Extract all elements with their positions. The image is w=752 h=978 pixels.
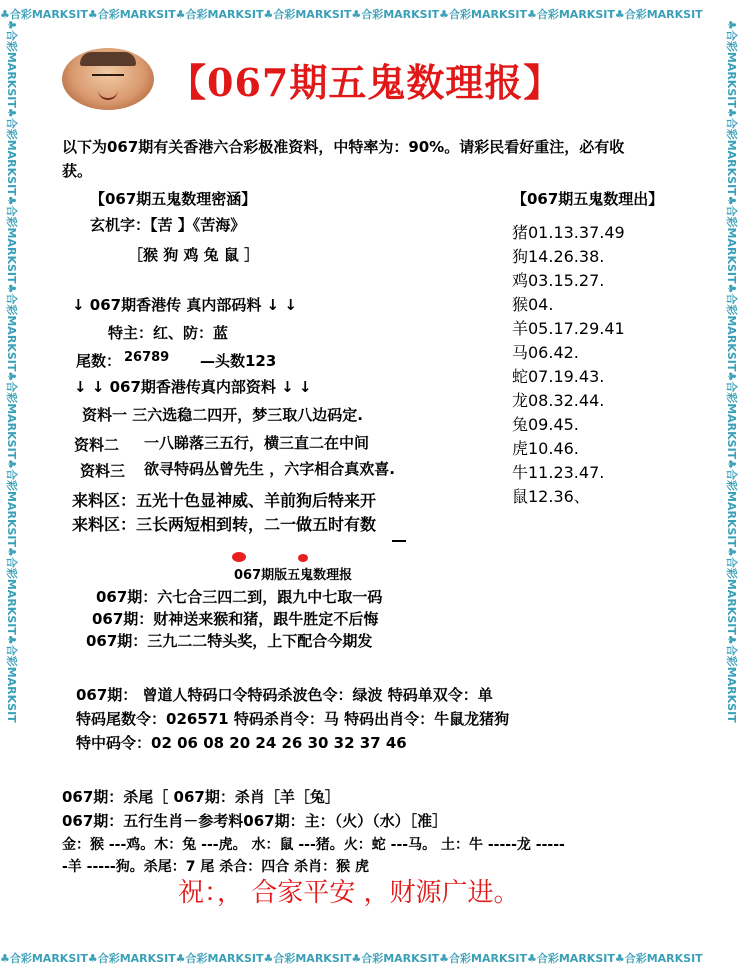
intro-line-2: 获。 xyxy=(62,162,93,180)
xuanji-text: 玄机字：【苦 】《苦海》 xyxy=(90,216,246,234)
codes-line-3: 特中码令：02 06 08 20 24 26 30 32 37 46 xyxy=(76,734,407,752)
zodiac-row: 鸡03.15.27. xyxy=(512,271,605,290)
info-2-text: 一八睇落三五行，横三直二在中间 xyxy=(144,434,370,452)
info-3-text: 欲寻特码丛曾先生 ，六字相合真欢喜. xyxy=(144,460,395,478)
tail-label: 尾数： xyxy=(76,352,122,370)
inside-header-2: ↓ ↓ 067期香港传真内部资料 ↓ ↓ xyxy=(74,378,312,396)
bottom-line-3: 金：猴 ---鸡。木：兔 ---虎。 水：鼠 ---猪。火：蛇 ---马。 土：牛 -----龙 ----- xyxy=(62,837,565,853)
page-title: 【067期五鬼数理报】 xyxy=(168,60,563,105)
zodiac-row: 马06.42. xyxy=(512,343,579,362)
intro-line-1: 以下为067期有关香港六合彩极准资料，中特率为：90%。请彩民看好重注，必有收 xyxy=(62,138,625,156)
inside-header: ↓ 067期香港传 真内部码料 ↓ ↓ xyxy=(72,296,297,314)
bottom-line-2: 067期：五行生肖－参考料067期：主：（火）（水）［准］ xyxy=(62,812,448,830)
border-top: ♣合彩MARKSIT♣合彩MARKSIT♣合彩MARKSIT♣合彩MARKSIT♣合彩MARKSIT♣合彩MARKSIT♣合彩MARKSIT♣合彩MARKSIT xyxy=(0,8,703,21)
zodiac-row: 蛇07.19.43. xyxy=(512,367,605,386)
animal-list: ［猴 狗 鸡 兔 鼠 ］ xyxy=(128,246,260,264)
mid-line-1: 067期：六七合三四二到，跟九中七取一码 xyxy=(96,588,383,606)
codes-line-2: 特码尾数令：026571 特码杀肖令：马 特码出肖令：牛鼠龙猪狗 xyxy=(76,710,510,728)
info-3-label: 资料三 xyxy=(80,462,126,480)
head-value: —头数123 xyxy=(200,352,277,370)
special-main: 特主：红、防：蓝 xyxy=(108,324,229,342)
bottom-line-1: 067期：杀尾［ 067期：杀肖［羊［兔］ xyxy=(62,788,340,806)
zodiac-row: 鼠12.36、 xyxy=(512,487,590,506)
avatar xyxy=(62,48,154,110)
avatar-mouth xyxy=(98,90,118,100)
border-bottom: ♣合彩MARKSIT♣合彩MARKSIT♣合彩MARKSIT♣合彩MARKSIT♣合彩MARKSIT♣合彩MARKSIT♣合彩MARKSIT♣合彩MARKSIT xyxy=(0,952,703,965)
zodiac-row: 猴04. xyxy=(512,295,554,314)
border-right-text: ♣合彩MARKSIT♣合彩MARKSIT♣合彩MARKSIT♣合彩MARKSIT♣合彩MARKSIT♣合彩MARKSIT♣合彩MARKSIT♣合彩MARKSIT xyxy=(725,20,738,723)
ink-stain xyxy=(232,552,246,562)
lailiao-1: 来料区：五光十色显神威、羊前狗后特来开 xyxy=(72,491,377,510)
mid-line-3: 067期：三九二二特头奖，上下配合今期发 xyxy=(86,632,373,650)
codes-line-1: 067期： 曾道人特码口令特码杀波色令：绿波 特码单双令：单 xyxy=(76,686,493,704)
zodiac-row: 龙08.32.44. xyxy=(512,391,605,410)
dash-mark xyxy=(392,540,406,542)
footer-blessing: 祝：， 合家平安 ，财源广进。 xyxy=(178,878,520,908)
zodiac-row: 牛11.23.47. xyxy=(512,463,605,482)
zodiac-row: 兔09.45. xyxy=(512,415,579,434)
zodiac-row: 羊05.17.29.41 xyxy=(512,319,625,338)
info-1: 资料一 三六选稳二四开，梦三取八边码定. xyxy=(82,406,363,424)
mid-header: 067期版五鬼数理报 xyxy=(234,568,353,583)
tail-value: 26789 xyxy=(124,350,170,365)
secret-header: 【067期五鬼数理密涵】 xyxy=(90,190,257,208)
ink-stain xyxy=(298,554,308,562)
info-2-label: 资料二 xyxy=(74,436,120,454)
avatar-eyes xyxy=(92,74,124,82)
zodiac-row: 狗14.26.38. xyxy=(512,247,605,266)
border-left-text: ♣合彩MARKSIT♣合彩MARKSIT♣合彩MARKSIT♣合彩MARKSIT♣合彩MARKSIT♣合彩MARKSIT♣合彩MARKSIT♣合彩MARKSIT xyxy=(5,20,18,723)
avatar-hair xyxy=(80,52,136,66)
border-left xyxy=(4,20,26,950)
mid-line-2: 067期：财神送来猴和猪，跟牛胜定不后悔 xyxy=(92,610,379,628)
zodiac-row: 猪01.13.37.49 xyxy=(512,223,625,242)
zodiac-row: 虎10.46. xyxy=(512,439,579,458)
right-header: 【067期五鬼数理出】 xyxy=(512,190,664,208)
bottom-line-4: -羊 -----狗。杀尾：7 尾 杀合：四合 杀肖：猴 虎 xyxy=(62,859,369,875)
lailiao-2: 来料区：三长两短相到转，二一做五时有数 xyxy=(72,515,377,534)
border-right xyxy=(724,20,746,950)
